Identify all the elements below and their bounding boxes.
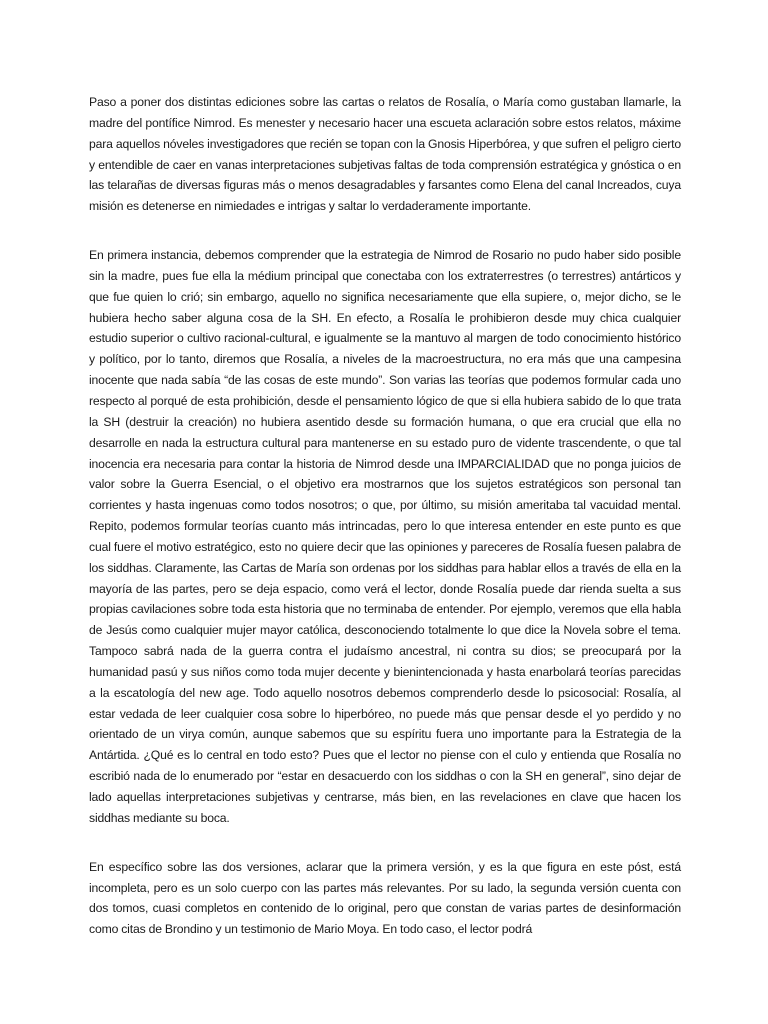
paragraph-intro: Paso a poner dos distintas ediciones sobre las cartas o relatos de Rosalía, o María como gustaban llamarle, la madre del pontífice Nimrod. Es menester y necesario hacer una escueta aclaración sobre estos relatos, máxime para aquellos nóveles investigadores que recién se topan con la Gnosis Hiperbórea, y que sufren el peligro cierto y entendible de caer en vanas interpretaciones subjetivas faltas de toda comprensión estratégica y gnóstica o en las telarañas de diversas figuras más o menos desagradables y farsantes como Elena del canal Increados, cuya misión es detenerse en nimiedades e intrigas y saltar lo verdaderamente importante.	[89, 95, 681, 214]
paragraph-versions: En específico sobre las dos versiones, aclarar que la primera versión, y es la que figura en este póst, está incompleta, pero es un solo cuerpo con las partes más relevantes. Por su lado, la segunda versión cuenta con dos tomos, cuasi completos en contenido de lo original, pero que constan de varias partes de desinformación como citas de Brondino y un testimonio de Mario Moya. En todo caso, el lector podrá	[89, 859, 681, 937]
paragraph-main: En primera instancia, debemos comprender que la estrategia de Nimrod de Rosario no pudo haber sido posible sin la madre, pues fue ella la médium principal que conectaba con los extraterrestres (o terrestres) antárticos y que fue quien lo crió; sin embargo, aquello no significa necesariamente que ella supiere, o, mejor dicho, se le hubiera hecho saber alguna cosa de la SH. En efecto, a Rosalía le prohibieron desde muy chica cualquier estudio superior o cultivo racional-cultural, e igualmente se la mantuvo al margen de todo conocimiento histórico y político, por lo tanto, diremos que Rosalía, a niveles de la macroestructura, no era más que una campesina inocente que nada sabía “de las cosas de este mundo”. Son varias las teorías que podemos formular cada uno respecto al porqué de esta prohibición, desde el pensamiento lógico de que si ella hubiera sabido de lo que trata la SH (destruir la creación) no hubiera asentido desde su formación humana, o que era crucial que ella no desarrolle en nada la estructura cultural para mantenerse en su estado puro de vidente trascendente, o que tal inocencia era necesaria para contar la historia de Nimrod desde una IMPARCIALIDAD que no ponga juicios de valor sobre la Guerra Esencial, o el objetivo era mostrarnos que los sujetos estratégicos son personal tan corrientes y hasta ingenuas como todos nosotros; o que, por último, su misión ameritaba tal vacuidad mental. Repito, podemos formular teorías cuanto más intrincadas, pero lo que interesa entender en este punto es que cual fuere el motivo estratégico, esto no quiere decir que las opiniones y pareceres de Rosalía fuesen palabra de los siddhas. Claramente, las Cartas de María son ordenas por los siddhas para hablar ellos a través de ella en la mayoría de las partes, pero se deja espacio, como verá el lector, donde Rosalía puede dar rienda suelta a sus propias cavilaciones sobre toda esta historia que no terminaba de entender. Por ejemplo, veremos que ella habla de Jesús como cualquier mujer mayor católica, desconociendo totalmente lo que dice la Novela sobre el tema. Tampoco sabrá nada de la guerra contra el judaísmo ancestral, ni contra su dios; se preocupará por la humanidad pasú y sus niños como toda mujer decente y bienintencionada y hasta enarbolará teorías parecidas a la escatología del new age. Todo aquello nosotros debemos comprenderlo desde lo psicosocial: Rosalía, al estar vedada de leer cualquier cosa sobre lo hiperbóreo, no puede más que pensar desde el yo perdido y no orientado de un virya común, aunque sabemos que su espíritu fuera uno importante para la Estrategia de la Antártida. ¿Qué es lo central en todo esto? Pues que el lector no piense con el culo y entienda que Rosalía no escribió nada de lo enumerado por “estar en desacuerdo con los siddhas o con la SH en general”, sino dejar de lado aquellas interpretaciones subjetivas y centrarse, más bien, en las revelaciones en clave que hacen los siddhas mediante su boca.	[89, 248, 681, 825]
paragraph-spacer	[89, 217, 681, 245]
document-body	[89, 92, 681, 940]
paragraph-spacer	[89, 829, 681, 857]
